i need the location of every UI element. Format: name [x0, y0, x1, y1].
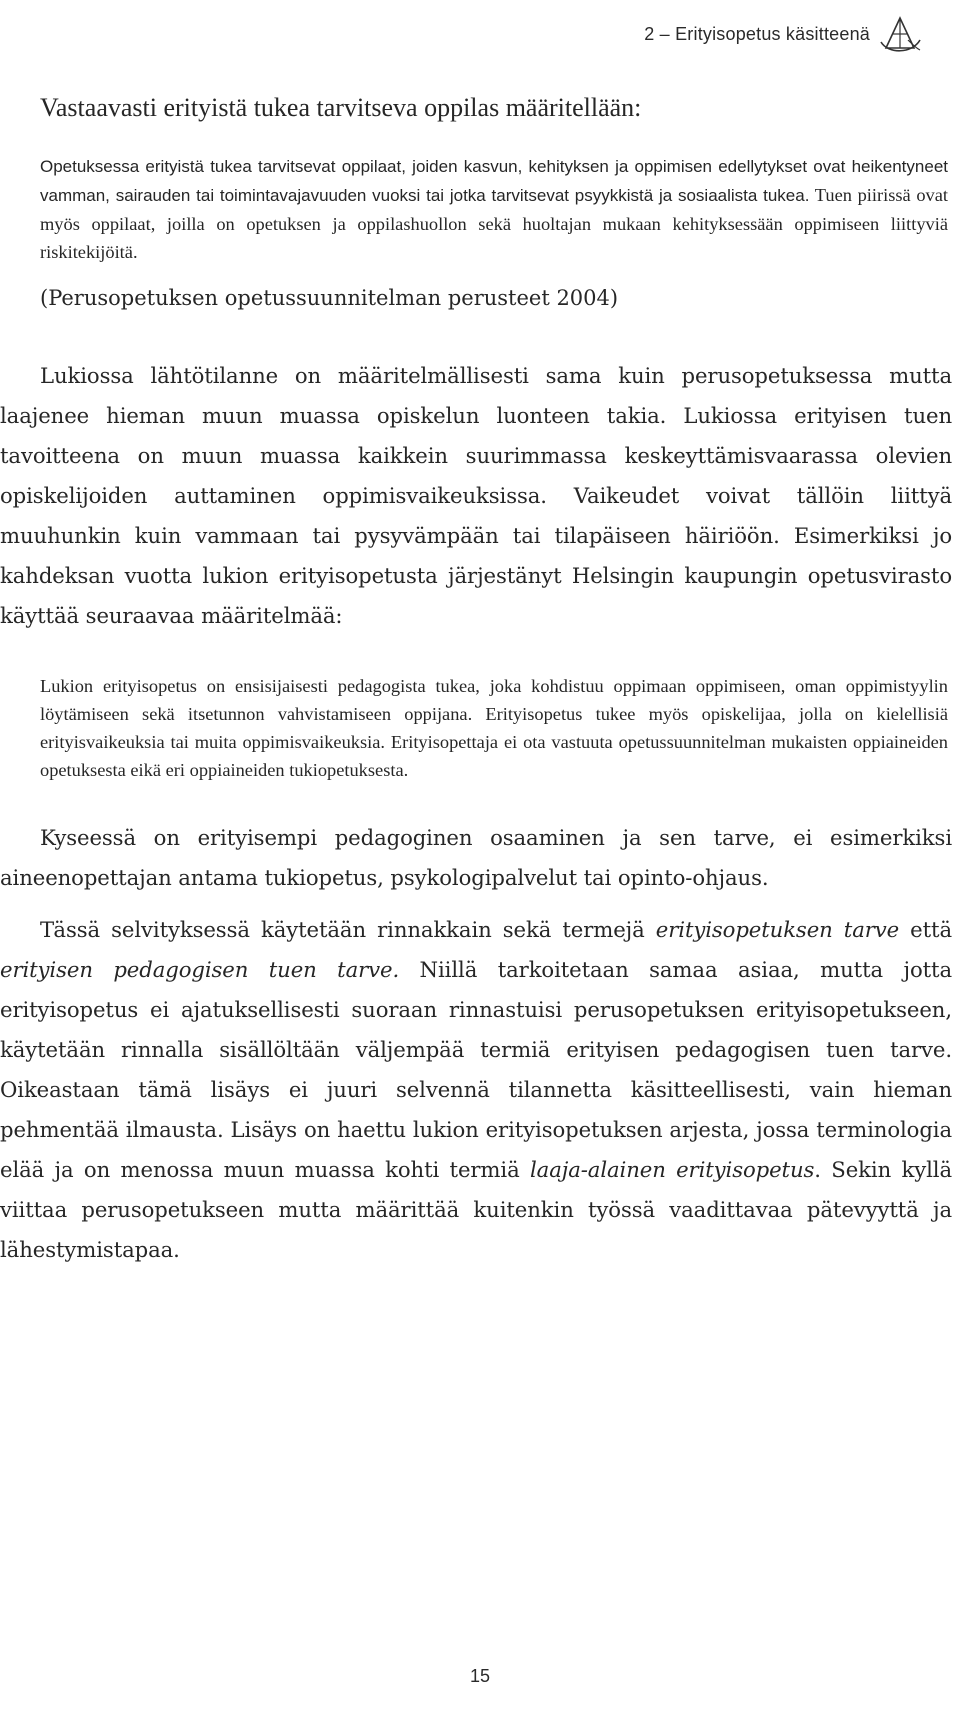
paragraph-3-t1: Tässä selvityksessä käytetään rinnakkain sekä termejä [40, 917, 656, 942]
paragraph-2-text: Kyseessä on erityisempi pedagoginen osaaminen ja sen tarve, ei esimerkiksi aineenopettajan antama tukiopetus, psykologipalvelut tai opinto-ohjaus. [0, 825, 952, 890]
quote-1-text-part1: Opetuksessa erityistä tukea tarvitsevat oppilaat, joiden kasvun, kehityksen ja oppimisen edellytykset ovat heikentyneet vamman, sairauden tai toimintavajavuuden vuoksi tai jotka tarvitsevat psyykkistä ja sosiaalista tukea. [40, 157, 948, 205]
publisher-logo-icon [878, 14, 922, 54]
page-number: 15 [469, 1666, 491, 1686]
paragraph-3-t3: Niillä tarkoitetaan samaa asiaa, mutta jotta erityisopetus ei ajatuksellisesti suoraan rinnastuisi perusopetuksen erityisopetukseen, käytetään rinnalla sisällöltään väljempää termiä erityisen pedagogisen tuen tarve. Oikeastaan tämä lisäys ei juuri selvennä tilannetta käsitteellisesti, vain hieman pehmentää ilmausta. Lisäys on haettu lukion erityisopetuksen arjesta, jossa terminologia elää ja on menossa muun muassa kohti termiä [0, 957, 952, 1182]
paragraph-2 [0, 818, 952, 898]
running-title: 2 – Erityisopetus käsitteenä [644, 23, 870, 44]
term-laaja-alainen: laaja-alainen erityisopetus [530, 1157, 815, 1182]
paragraph-3 [0, 910, 952, 1270]
quote-1-citation: (Perusopetuksen opetussuunnitelman perusteet 2004) [40, 286, 619, 310]
page-content [0, 90, 952, 1270]
paragraph-1-text: Lukiossa lähtötilanne on määritelmällisesti sama kuin perusopetuksessa mutta laajenee hieman muun muassa opiskelun luonteen takia. Lukiossa erityisen tuen tavoitteena on muun muassa kaikkein suurimmassa keskeyttämisvaarassa olevien opiskelijoiden auttaminen oppimisvaikeuksissa. Vaikeudet voivat tällöin liittyä muuhunkin kuin vammaan tai pysyvämpään tai tilapäiseen häiriöön. Esimerkiksi jo kahdeksan vuotta lukion erityisopetusta järjestänyt Helsingin kaupungin opetusvirasto käyttää seuraavaa määritelmää: [0, 363, 952, 628]
quote-2-text: Lukion erityisopetus on ensisijaisesti pedagogista tukea, joka kohdistuu oppimaan oppimiseen, oman oppimistyylin löytämiseen sekä itsetunnon vahvistamiseen oppijana. Erityisopetus tukee myös opiskelijaa, jolla on kielellisiä erityisvaikeuksia tai muita oppimisvaikeuksia. Erityisopettaja ei ota vastuuta opetussuunnitelman mukaisten oppiaineiden opetuksesta eikä eri oppiaineiden tukiopetuksesta. [40, 676, 948, 780]
paragraph-3-t4: . Sekin kyllä viittaa perusopetukseen mutta määrittää kuitenkin työssä vaadittavaa pätevyyttä ja lähestymistapaa. [0, 1157, 952, 1262]
term-erityisopetuksen-tarve: erityisopetuksen tarve [655, 917, 900, 942]
paragraph-1 [0, 356, 952, 636]
quote-intro: Vastaavasti erityistä tukea tarvitseva oppilas määritellään: [40, 93, 642, 122]
quote-1-text-part2: Tuen piirissä ovat myös oppilaat, joilla on opetuksen ja oppilashuollon sekä huoltajan mukaan kehityksessään oppimiseen liittyviä riskitekijöitä. [40, 185, 949, 262]
quote-1-text [40, 152, 948, 266]
running-header [644, 14, 922, 54]
term-pedagogisen-tuen-tarve: erityisen pedagogisen tuen tarve. [0, 957, 400, 982]
paragraph-3-t2: että [899, 917, 952, 942]
definition-quote-1 [0, 90, 952, 314]
definition-quote-2 [0, 672, 952, 784]
